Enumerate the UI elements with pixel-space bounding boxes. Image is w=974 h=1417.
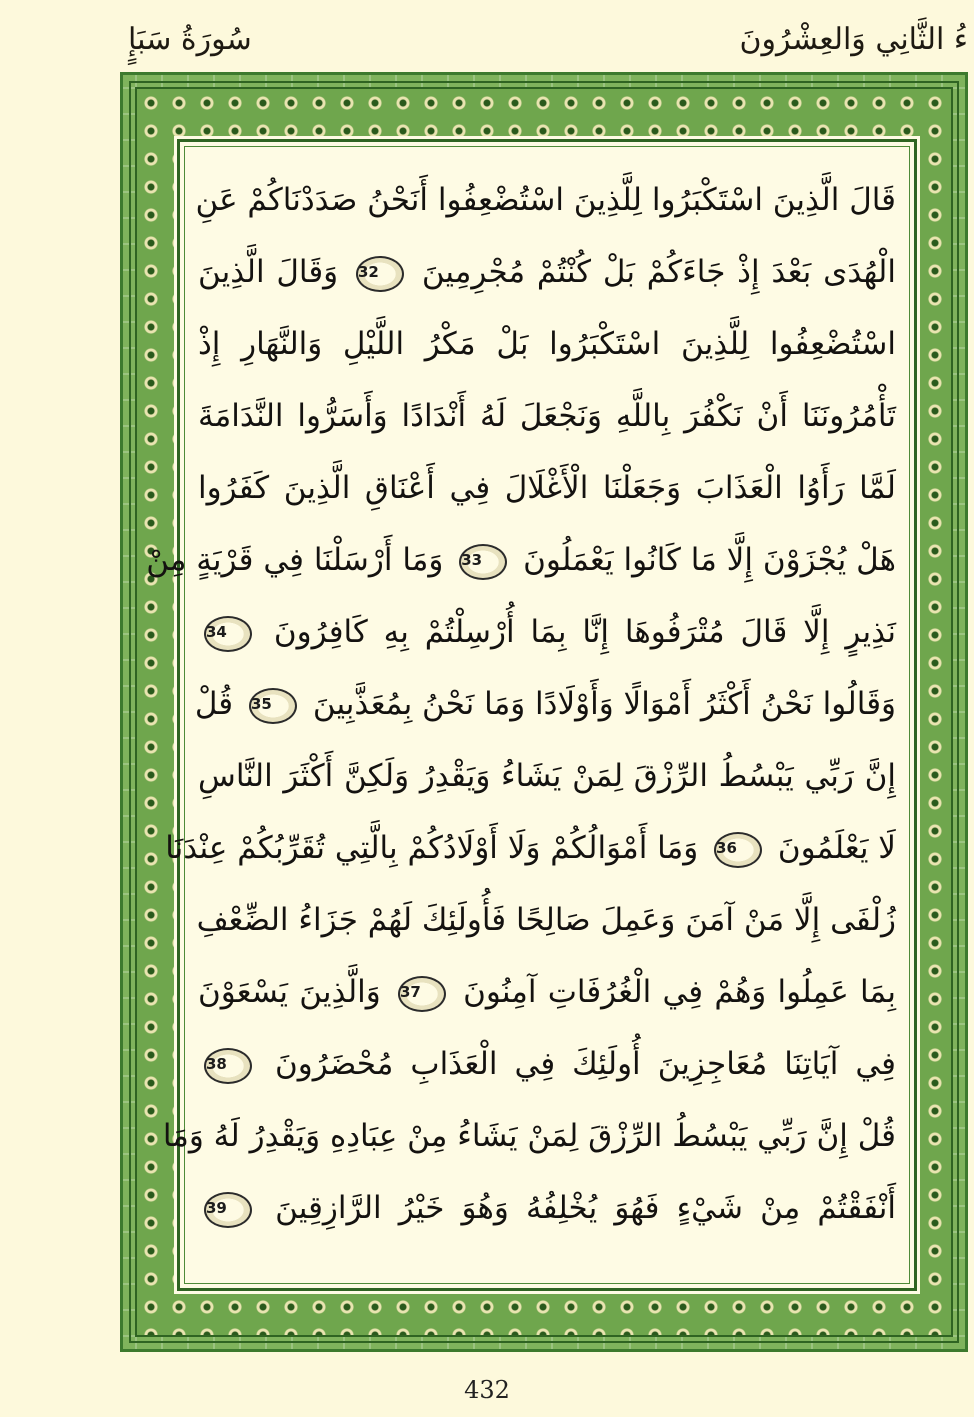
verse-line-4 [198, 380, 896, 452]
line-text: قَالَ الَّذِينَ اسْتَكْبَرُوا لِلَّذِينَ اسْتُضْعِفُوا أَنَحْنُ صَدَدْنَاكُمْ عَنِ [195, 182, 896, 218]
verse-line-7 [198, 596, 896, 668]
line-text: بِمَا عَمِلُوا وَهُمْ فِي الْغُرُفَاتِ آمِنُونَ [463, 974, 896, 1010]
line-text: قُلْ [194, 686, 234, 722]
verse-line-5 [198, 452, 896, 524]
verse-line-10 [165, 812, 896, 884]
verse-line-11 [198, 884, 896, 956]
verse-line-15 [198, 1172, 896, 1244]
line-text: لَمَّا رَأَوُا الْعَذَابَ وَجَعَلْنَا الْأَغْلَالَ فِي أَعْنَاقِ الَّذِينَ كَفَرُوا [198, 470, 896, 506]
ayah-marker: 33 [459, 544, 507, 580]
line-text: إِنَّ رَبِّي يَبْسُطُ الرِّزْقَ لِمَنْ يَشَاءُ وَيَقْدِرُ وَلَكِنَّ أَكْثَرَ النَّاسِ [198, 758, 896, 794]
line-text: الْهُدَى بَعْدَ إِذْ جَاءَكُمْ بَلْ كُنْتُمْ مُجْرِمِينَ [421, 254, 896, 290]
ayah-marker: 34 [204, 616, 252, 652]
ornamental-frame [120, 72, 968, 1352]
line-text: وَمَا أَرْسَلْنَا فِي قَرْيَةٍ مِنْ [146, 542, 444, 578]
ayah-marker: 32 [356, 256, 404, 292]
ayah-marker: 36 [714, 832, 762, 868]
line-text: فِي آيَاتِنَا مُعَاجِزِينَ أُولَئِكَ فِي الْعَذَابِ مُحْضَرُونَ [275, 1046, 897, 1082]
line-text: لَا يَعْلَمُونَ [777, 830, 896, 866]
text-panel [146, 139, 917, 1291]
verse-line-1 [195, 164, 896, 236]
ayah-marker: 37 [398, 976, 446, 1012]
line-text: زُلْفَى إِلَّا مَنْ آمَنَ وَعَمِلَ صَالِحًا فَأُولَئِكَ لَهُمْ جَزَاءُ الضِّعْفِ [196, 902, 896, 938]
verse-lines [146, 164, 897, 1244]
ayah-marker: 39 [204, 1192, 252, 1228]
ayah-marker: 38 [204, 1048, 252, 1084]
line-text: أَنْفَقْتُمْ مِنْ شَيْءٍ فَهُوَ يُخْلِفُهُ وَهُوَ خَيْرُ الرَّازِقِينَ [275, 1190, 896, 1226]
line-text: وَمَا أَمْوَالُكُمْ وَلَا أَوْلَادُكُمْ بِالَّتِي تُقَرِّبُكُمْ عِنْدَنَا [165, 830, 699, 866]
verse-line-9 [198, 740, 896, 812]
line-text: وَقَالَ الَّذِينَ [198, 254, 339, 290]
line-text: اسْتُضْعِفُوا لِلَّذِينَ اسْتَكْبَرُوا بَلْ مَكْرُ اللَّيْلِ وَالنَّهَارِ إِذْ [198, 326, 896, 362]
line-text: قُلْ إِنَّ رَبِّي يَبْسُطُ الرِّزْقَ لِمَنْ يَشَاءُ مِنْ عِبَادِهِ وَيَقْدِرُ لَهُ وَمَا [162, 1118, 896, 1154]
verse-line-12 [198, 956, 896, 1028]
verse-line-13 [198, 1028, 896, 1100]
line-text: نَذِيرٍ إِلَّا قَالَ مُتْرَفُوهَا إِنَّا بِمَا أُرْسِلْتُمْ بِهِ كَافِرُونَ [273, 614, 896, 650]
verse-line-2 [198, 236, 896, 308]
surah-title: سُورَةُ سَبَإٍ [128, 22, 252, 57]
ayah-marker: 35 [249, 688, 297, 724]
verse-line-8 [194, 668, 896, 740]
line-text: وَقَالُوا نَحْنُ أَكْثَرُ أَمْوَالًا وَأَوْلَادًا وَمَا نَحْنُ بِمُعَذَّبِينَ [312, 686, 896, 722]
juz-title: ءُ الثَّانِي وَالعِشْرُونَ [739, 22, 968, 57]
page-number: 432 [464, 1376, 510, 1404]
line-text: وَالَّذِينَ يَسْعَوْنَ [198, 974, 381, 1010]
verse-line-6 [146, 524, 896, 596]
verse-line-3 [198, 308, 896, 380]
line-text: هَلْ يُجْزَوْنَ إِلَّا مَا كَانُوا يَعْمَلُونَ [523, 542, 896, 578]
verse-line-14 [162, 1100, 896, 1172]
line-text: تَأْمُرُونَنَا أَنْ نَكْفُرَ بِاللَّهِ وَنَجْعَلَ لَهُ أَنْدَادًا وَأَسَرُّوا النَّدَامَةَ [198, 398, 896, 434]
